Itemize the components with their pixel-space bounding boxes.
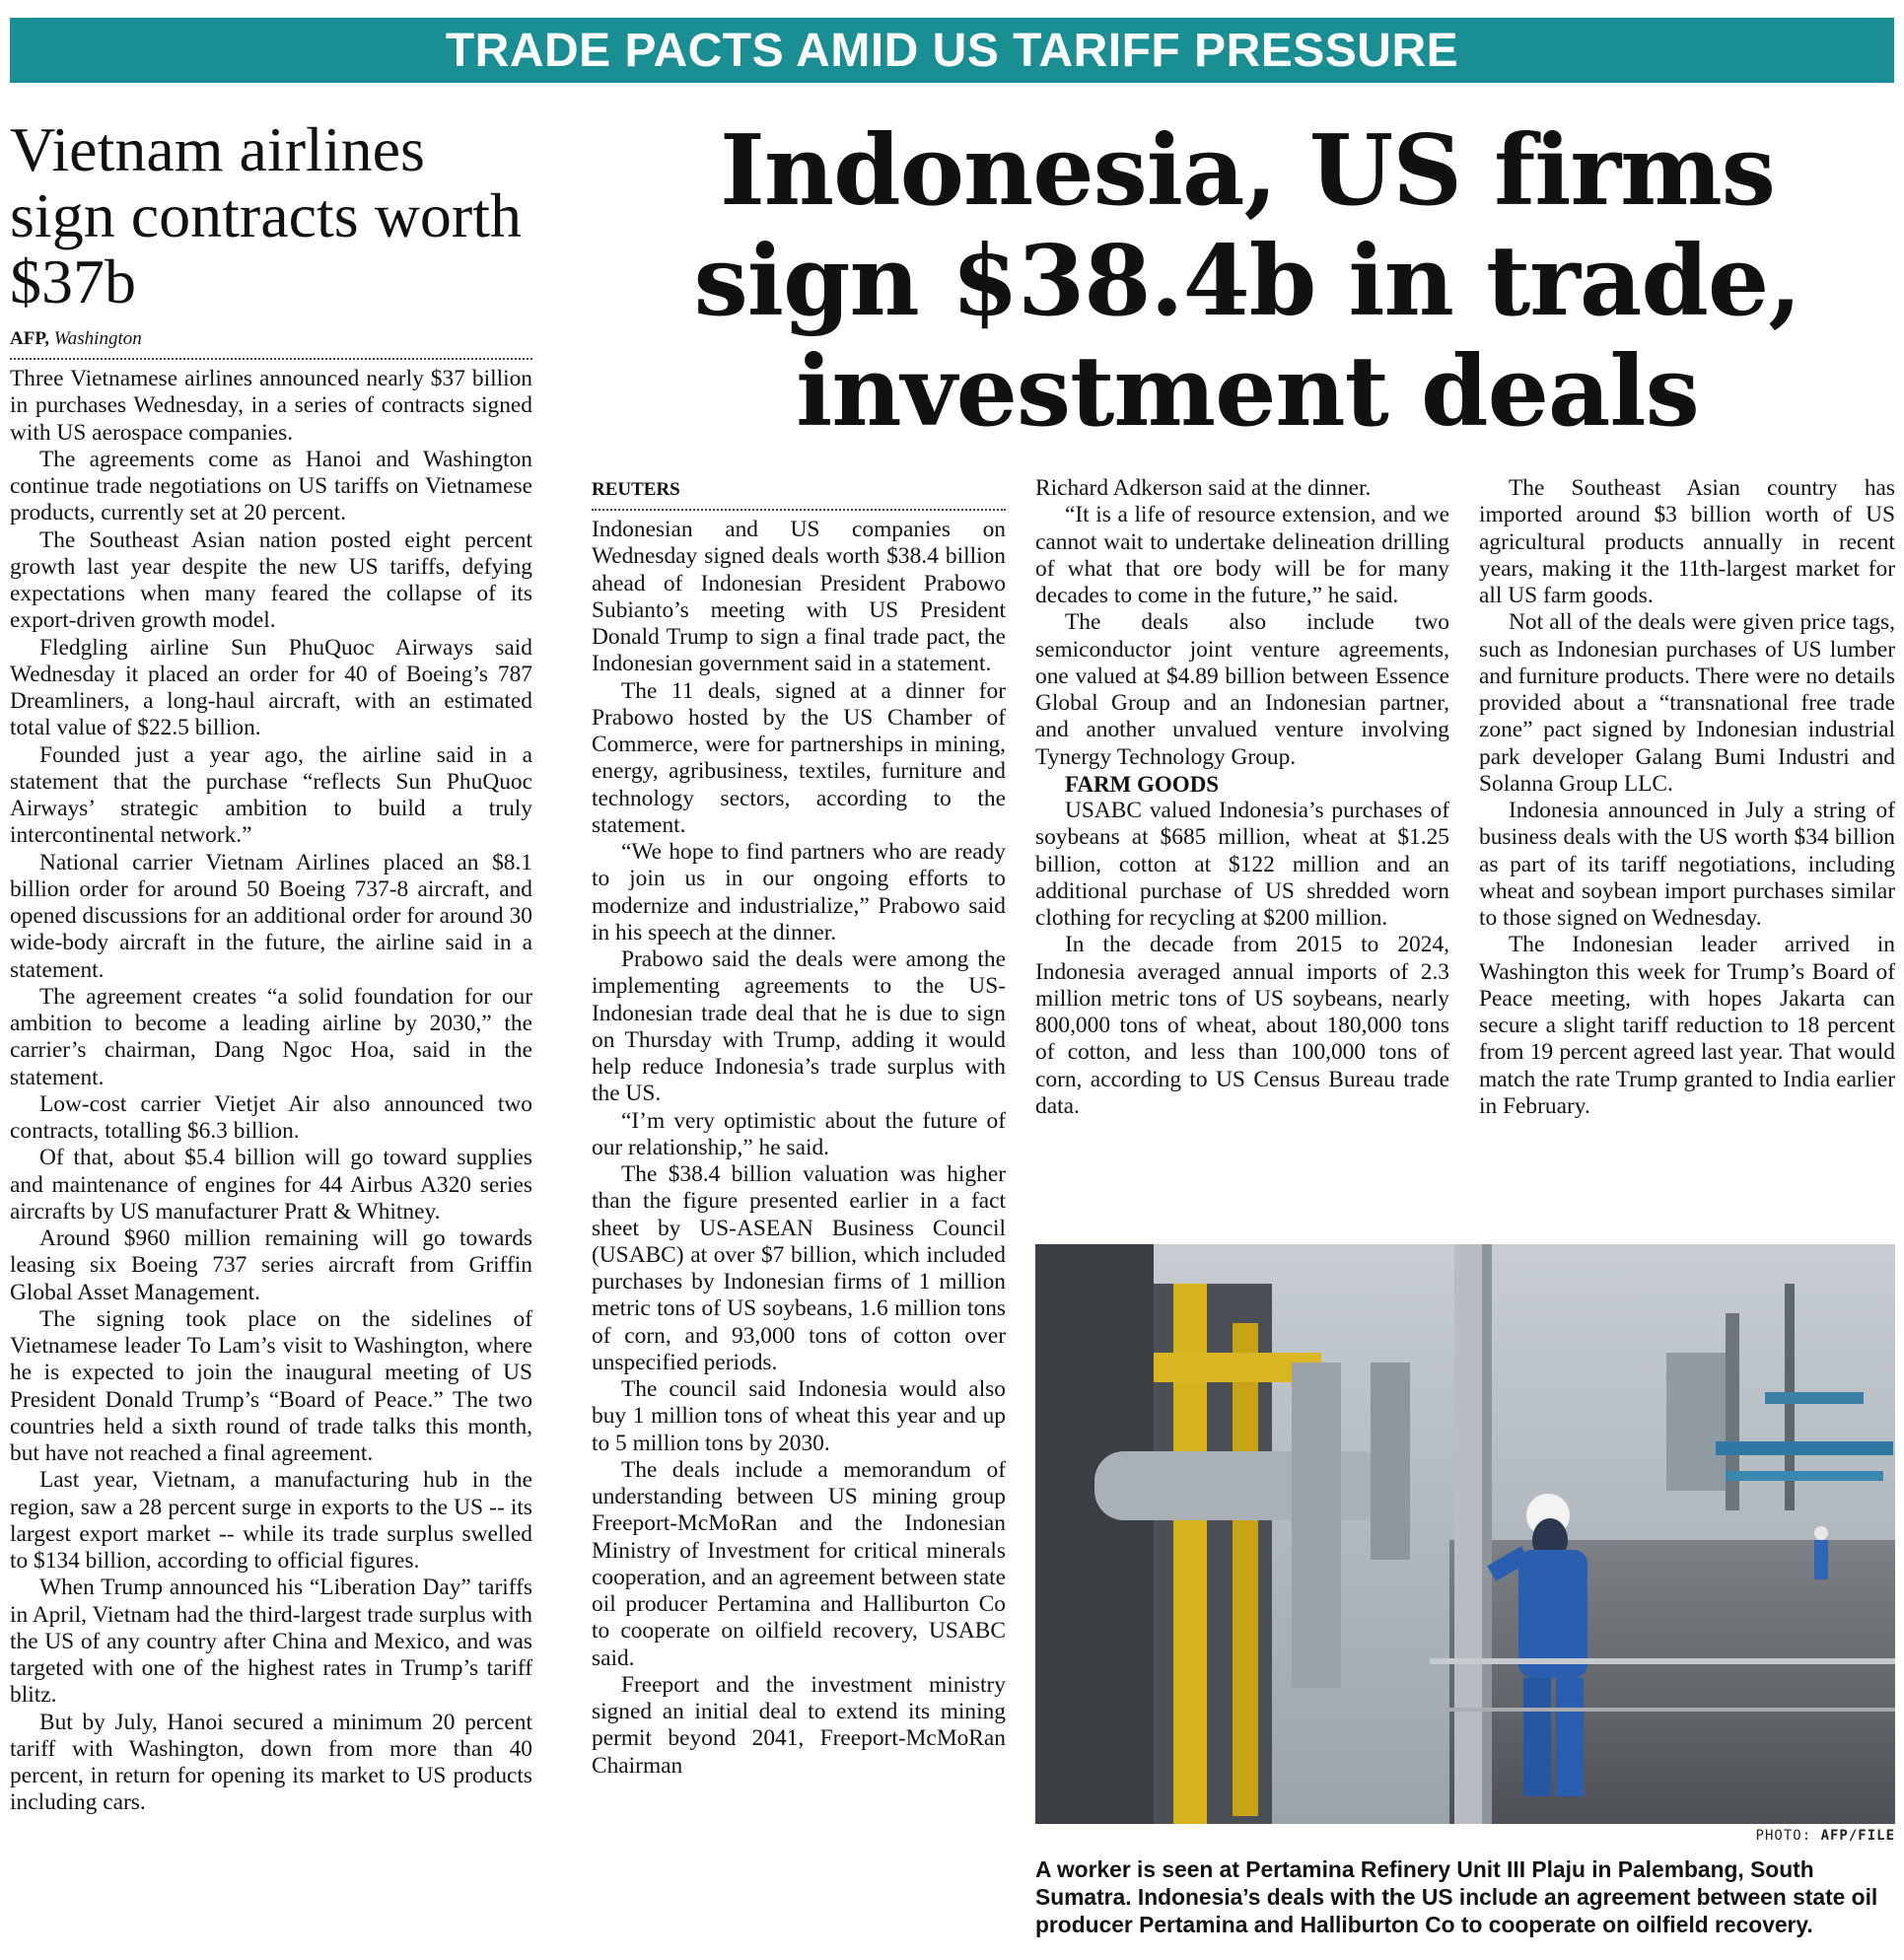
paragraph: The agreement creates “a solid foundation for our ambition to become a leading airline by 2030,” the carrier’s chairman, Dang Ngoc Hoa, said in the statement. bbox=[10, 983, 532, 1090]
side-story bbox=[10, 116, 532, 1817]
paragraph: The signing took place on the sidelines of Vietnamese leader To Lam’s visit to Washington, where he is expected to join the inaugural meeting of US President Donald Trump’s “Board of Peace.” The two countries held a sixth round of trade talks this month, but have not reached a final agreement. bbox=[10, 1305, 532, 1466]
byline-divider bbox=[592, 509, 1006, 511]
paragraph: Freeport and the investment ministry signed an initial deal to extend its mining permit beyond 2041, Freeport-McMoRan Chairman bbox=[592, 1671, 1006, 1779]
main-story-body bbox=[1479, 475, 1895, 1120]
paragraph: The 11 deals, signed at a dinner for Prabowo hosted by the US Chamber of Commerce, were for partnerships in mining, energy, agribusiness, textiles, furniture and technology sectors, according to the statement. bbox=[592, 677, 1006, 838]
paragraph: Around $960 million remaining will go towards leasing six Boeing 737 series aircraft from Griffin Global Asset Management. bbox=[10, 1225, 532, 1305]
photo-caption: A worker is seen at Pertamina Refinery Unit III Plaju in Palembang, South Sumatra. Indonesia’s deals with the US include an agreement between state oil producer Pertamina and Halliburton Co to cooperate on oilfield recovery. bbox=[1035, 1856, 1878, 1937]
main-headline: Indonesia, US firms sign $38.4b in trade, investment deals bbox=[693, 114, 1801, 449]
paragraph: Indonesian and US companies on Wednesday signed deals worth $38.4 billion ahead of Indonesian President Prabowo Subianto’s meeting with US President Donald Trump to sign a final trade pact, the Indonesian government said in a statement. bbox=[592, 517, 1006, 677]
paragraph: When Trump announced his “Liberation Day” tariffs in April, Vietnam had the third-largest trade surplus with the US of any country after China and Mexico, and was targeted with one of the highest rates in Trump’s tariff blitz. bbox=[10, 1575, 532, 1709]
paragraph: Fledgling airline Sun PhuQuoc Airways said Wednesday it placed an order for 40 of Boeing’s 787 Dreamliners, a long-haul aircraft, with an estimated total value of $22.5 billion. bbox=[10, 634, 532, 741]
byline-agency: AFP, bbox=[10, 328, 49, 349]
paragraph: The Southeast Asian nation posted eight percent growth last year despite the new US tariffs, defying expectations when many feared the collapse of its export-driven growth model. bbox=[10, 526, 532, 634]
photo-credit bbox=[1035, 1828, 1895, 1844]
paragraph: But by July, Hanoi secured a minimum 20 percent tariff with Washington, down from more than 40 percent, in return for opening its market to US products including cars. bbox=[10, 1709, 532, 1816]
paragraph-continued: Richard Adkerson said at the dinner. bbox=[1035, 475, 1372, 501]
paragraph: In the decade from 2015 to 2024, Indonesia averaged annual imports of 2.3 million metric tons of US soybeans, nearly 800,000 tons of wheat, about 180,000 tons of cotton, and less than 100,000 tons of corn, according to US Census Bureau trade data. bbox=[1035, 932, 1449, 1119]
subhead: FARM GOODS bbox=[1065, 771, 1220, 797]
main-story-body bbox=[1035, 475, 1449, 1120]
side-story-body bbox=[10, 366, 532, 1817]
main-story-column-2 bbox=[1035, 475, 1449, 1120]
paragraph: “I’m very optimistic about the future of our relationship,” he said. bbox=[592, 1107, 1006, 1160]
refinery-photo bbox=[1035, 1244, 1895, 1824]
paragraph: Not all of the deals were given price tags, such as Indonesian purchases of US lumber and furniture products. There were no details provided about a “transnational free trade zone” pact signed by Indonesian industrial park developer Galang Bumi Industri and Solanna Group LLC. bbox=[1479, 609, 1895, 797]
byline-place: Washington bbox=[53, 328, 142, 349]
paragraph: The council said Indonesia would also buy 1 million tons of wheat this year and up to 5 million tons by 2030. bbox=[592, 1376, 1006, 1456]
paragraph: The $38.4 billion valuation was higher than the figure presented earlier in a fact sheet by US-ASEAN Business Council (USABC) at over $7 billion, which included purchases by Indonesian firms of 1 million metric tons of US soybeans, 1.6 million tons of corn, and 93,000 tons of cotton over unspecified periods. bbox=[592, 1161, 1006, 1375]
paragraph: The Indonesian leader arrived in Washington this week for Trump’s Board of Peace meeting, with hopes Jakarta can secure a slight tariff reduction to 18 percent from 19 percent agreed last year. That would match the rate Trump granted to India earlier in February. bbox=[1479, 932, 1895, 1119]
section-banner: TRADE PACTS AMID US TARIFF PRESSURE bbox=[10, 18, 1894, 83]
side-story-byline bbox=[10, 328, 532, 350]
paragraph: USABC valued Indonesia’s purchases of soybeans at $685 million, wheat at $1.25 billion, cotton at $122 million and an additional purchase of US shredded worn clothing for recycling at $200 million. bbox=[1035, 798, 1449, 931]
main-story-column-3 bbox=[1479, 475, 1895, 1120]
paragraph: The agreements come as Hanoi and Washington continue trade negotiations on US tariffs on Vietnamese products, currently set at 20 percent. bbox=[10, 446, 532, 526]
main-story-body bbox=[592, 517, 1006, 1780]
paragraph: Low-cost carrier Vietjet Air also announced two contracts, totalling $6.3 billion. bbox=[10, 1090, 532, 1144]
side-story-title: Vietnam airlines sign contracts worth $37b bbox=[10, 114, 522, 316]
paragraph: National carrier Vietnam Airlines placed an $8.1 billion order for around 50 Boeing 737-8 aircraft, and opened discussions for an additional order for around 30 wide-body aircraft in the future, the airline said in a statement. bbox=[10, 849, 532, 983]
main-story-column-1 bbox=[592, 475, 1006, 1780]
paragraph: The deals also include two semiconductor joint venture agreements, one valued at $4.89 billion between Essence Global Group and an Indonesian partner, and another unvalued venture involving Tynergy Technology Group. bbox=[1035, 609, 1449, 770]
paragraph: “It is a life of resource extension, and we cannot wait to undertake delineation drilling of what that ore body will be for many decades to come in the future,” he said. bbox=[1035, 502, 1449, 608]
paragraph: Three Vietnamese airlines announced nearly $37 billion in purchases Wednesday, in a series of contracts signed with US aerospace companies. bbox=[10, 366, 532, 446]
paragraph: The deals include a memorandum of understanding between US mining group Freeport-McMoRan and the Indonesian Ministry of Investment for critical minerals cooperation, and an agreement between state oil producer Pertamina and Halliburton Co to cooperate on oilfield recovery, USABC said. bbox=[592, 1456, 1006, 1671]
paragraph: Of that, about $5.4 billion will go toward supplies and maintenance of engines for 44 Airbus A320 series aircrafts by US manufacturer Pratt & Whitney. bbox=[10, 1145, 532, 1225]
main-story-byline: REUTERS bbox=[592, 479, 680, 500]
photo-credit-source: AFP/FILE bbox=[1820, 1828, 1895, 1844]
photo-credit-prefix: PHOTO: bbox=[1755, 1828, 1812, 1844]
paragraph: Last year, Vietnam, a manufacturing hub in the region, saw a 28 percent surge in exports to the US -- its largest export market -- while its trade surplus swelled to $134 billion, according to official figures. bbox=[10, 1467, 532, 1574]
paragraph: Founded just a year ago, the airline said in a statement that the purchase “reflects Sun PhuQuoc Airways’ strategic ambition to build a truly intercontinental network.” bbox=[10, 741, 532, 849]
paragraph: The Southeast Asian country has imported around $3 billion worth of US agricultural products annually in recent years, making it the 11th-largest market for all US farm goods. bbox=[1479, 475, 1895, 608]
byline-divider bbox=[10, 358, 532, 360]
paragraph: Prabowo said the deals were among the implementing agreements to the US-Indonesian trade deal that he is due to sign on Thursday with Trump, adding it would help reduce Indonesia’s trade surplus with the US. bbox=[592, 946, 1006, 1107]
paragraph: “We hope to find partners who are ready to join us in our ongoing efforts to modernize and industrialize,” Prabowo said in his speech at the dinner. bbox=[592, 839, 1006, 945]
paragraph: Indonesia announced in July a string of business deals with the US worth $34 billion as part of its tariff negotiations, including wheat and soybean import purchases similar to those signed on Wednesday. bbox=[1479, 798, 1895, 931]
